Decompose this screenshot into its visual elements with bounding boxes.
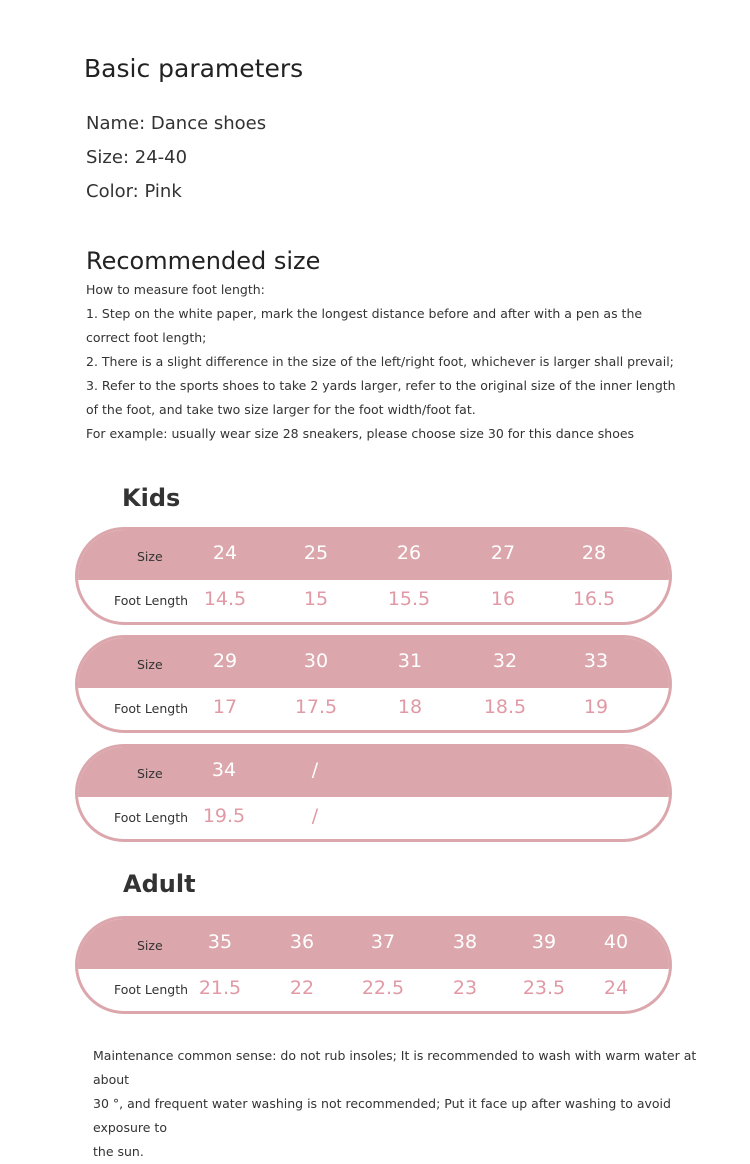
size-value: 39 xyxy=(531,931,557,953)
size-value: 37 xyxy=(370,931,396,953)
adult-size-table xyxy=(75,916,672,1014)
foot-length-row xyxy=(78,688,669,730)
foot-length-label: Foot Length xyxy=(114,701,189,716)
basic-parameters-title: Basic parameters xyxy=(84,54,304,83)
maintenance-note xyxy=(93,1044,703,1164)
instruction-line: 2. There is a slight difference in the size of the left/right foot, whichever is larger shall prevail; xyxy=(86,354,674,369)
kids-size-table-1 xyxy=(75,527,672,625)
product-color: Color: Pink xyxy=(86,181,182,202)
size-value: / xyxy=(311,759,319,781)
kids-section-title: Kids xyxy=(122,484,181,512)
size-value: 27 xyxy=(490,542,516,564)
size-value: 24 xyxy=(212,542,238,564)
size-value: 35 xyxy=(207,931,233,953)
instruction-line: 3. Refer to the sports shoes to take 2 yards larger, refer to the original size of the inner length xyxy=(86,378,676,393)
size-value: 25 xyxy=(303,542,329,564)
foot-length-row xyxy=(78,797,669,839)
foot-length-value: 24 xyxy=(603,977,629,999)
foot-length-value: / xyxy=(311,805,319,827)
instruction-line: For example: usually wear size 28 sneakers, please choose size 30 for this dance shoes xyxy=(86,426,635,441)
size-value: 32 xyxy=(492,650,518,672)
size-value: 28 xyxy=(581,542,607,564)
instruction-line: 1. Step on the white paper, mark the longest distance before and after with a pen as the xyxy=(86,306,643,321)
foot-length-row xyxy=(78,969,669,1011)
size-label: Size xyxy=(137,657,163,672)
maintenance-line: 30 °, and frequent water washing is not recommended; Put it face up after washing to avoid exposure to xyxy=(93,1096,671,1135)
product-size-range: Size: 24-40 xyxy=(86,147,188,168)
size-value: 31 xyxy=(397,650,423,672)
foot-length-value: 18.5 xyxy=(483,696,527,718)
product-name: Name: Dance shoes xyxy=(86,113,267,134)
kids-size-table-2 xyxy=(75,635,672,733)
instruction-line: of the foot, and take two size larger for the foot width/foot fat. xyxy=(86,402,476,417)
size-label: Size xyxy=(137,938,163,953)
size-value: 30 xyxy=(303,650,329,672)
size-label: Size xyxy=(137,766,163,781)
foot-length-value: 23.5 xyxy=(522,977,566,999)
foot-length-value: 14.5 xyxy=(203,588,247,610)
recommended-size-instructions xyxy=(86,278,686,446)
size-row xyxy=(78,530,669,580)
size-value: 29 xyxy=(212,650,238,672)
foot-length-label: Foot Length xyxy=(114,982,189,997)
adult-section-title: Adult xyxy=(123,870,196,898)
foot-length-value: 16.5 xyxy=(572,588,616,610)
size-value: 33 xyxy=(583,650,609,672)
size-row xyxy=(78,919,669,969)
recommended-size-title: Recommended size xyxy=(86,247,321,275)
size-value: 34 xyxy=(211,759,237,781)
size-value: 36 xyxy=(289,931,315,953)
foot-length-value: 23 xyxy=(452,977,478,999)
foot-length-value: 19 xyxy=(583,696,609,718)
foot-length-value: 15 xyxy=(303,588,329,610)
maintenance-line: Maintenance common sense: do not rub insoles; It is recommended to wash with warm water at about xyxy=(93,1048,697,1087)
foot-length-label: Foot Length xyxy=(114,810,189,825)
foot-length-value: 17 xyxy=(212,696,238,718)
foot-length-value: 19.5 xyxy=(202,805,246,827)
instruction-line: correct foot length; xyxy=(86,330,207,345)
foot-length-row xyxy=(78,580,669,622)
foot-length-value: 16 xyxy=(490,588,516,610)
foot-length-value: 15.5 xyxy=(387,588,431,610)
size-value: 26 xyxy=(396,542,422,564)
size-row xyxy=(78,747,669,797)
kids-size-table-3 xyxy=(75,744,672,842)
foot-length-value: 21.5 xyxy=(198,977,242,999)
instruction-line: How to measure foot length: xyxy=(86,282,265,297)
size-label: Size xyxy=(137,549,163,564)
foot-length-value: 17.5 xyxy=(294,696,338,718)
foot-length-value: 22.5 xyxy=(361,977,405,999)
size-row xyxy=(78,638,669,688)
foot-length-label: Foot Length xyxy=(114,593,189,608)
size-value: 40 xyxy=(603,931,629,953)
foot-length-value: 22 xyxy=(289,977,315,999)
size-value: 38 xyxy=(452,931,478,953)
maintenance-line: the sun. xyxy=(93,1144,144,1159)
foot-length-value: 18 xyxy=(397,696,423,718)
